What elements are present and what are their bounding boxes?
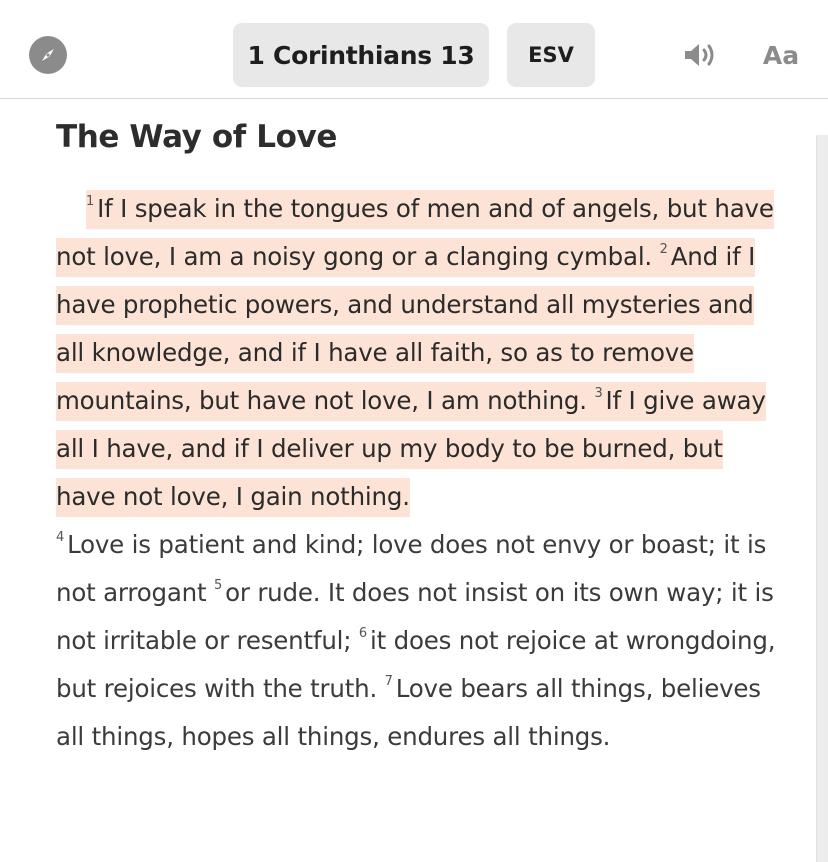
- verse-number: 3: [594, 386, 603, 401]
- verse-text: Love bears all things, believes all things, hopes all things, endures all things.: [56, 674, 761, 751]
- section-heading: The Way of Love: [56, 119, 337, 155]
- verse-number: 4: [56, 530, 65, 545]
- verse-spacer: [652, 238, 660, 277]
- font-settings-label: Aa: [762, 40, 800, 70]
- speaker-graphic: [682, 40, 718, 70]
- vertical-scrollbar[interactable]: [816, 135, 828, 862]
- verse-text: If I give away all I have, and if I deliver up my body to be burned, but have not love, I gain nothing.: [56, 386, 766, 511]
- verse-text: Love is patient and kind; love does not envy or boast; it is not arrogant: [56, 530, 767, 607]
- verse-number: 5: [213, 578, 223, 593]
- speaker-volume-icon[interactable]: [680, 38, 720, 72]
- verse-text: or rude. It does not insist on its own way; it is not irritable or resentful;: [56, 578, 774, 655]
- reader-toolbar: [0, 0, 828, 99]
- verse-text: And if I have prophetic powers, and understand all mysteries and all knowledge, and if I have all faith, so as to remove mountains, but have not love, I am nothing.: [56, 242, 756, 415]
- verse-number: 6: [358, 626, 367, 641]
- verse-number: 2: [659, 242, 668, 257]
- compass-needle-graphic: [36, 43, 60, 67]
- verse-number: 1: [86, 194, 95, 209]
- chapter-text: [56, 185, 776, 761]
- bible-version-label: ESV: [528, 43, 574, 67]
- chapter-reference-button[interactable]: [233, 23, 489, 87]
- bible-version-button[interactable]: [507, 23, 595, 87]
- chapter-reference-label: 1 Corinthians 13: [247, 40, 475, 70]
- verse-text: If I speak in the tongues of men and of angels, but have not love, I am a noisy gong or a clanging cymbal.: [56, 194, 774, 271]
- compass-icon[interactable]: [29, 36, 67, 74]
- font-settings-button[interactable]: [758, 36, 804, 74]
- verse-number: 7: [384, 674, 393, 689]
- verse-text: it does not rejoice at wrongdoing, but rejoices with the truth.: [56, 626, 776, 703]
